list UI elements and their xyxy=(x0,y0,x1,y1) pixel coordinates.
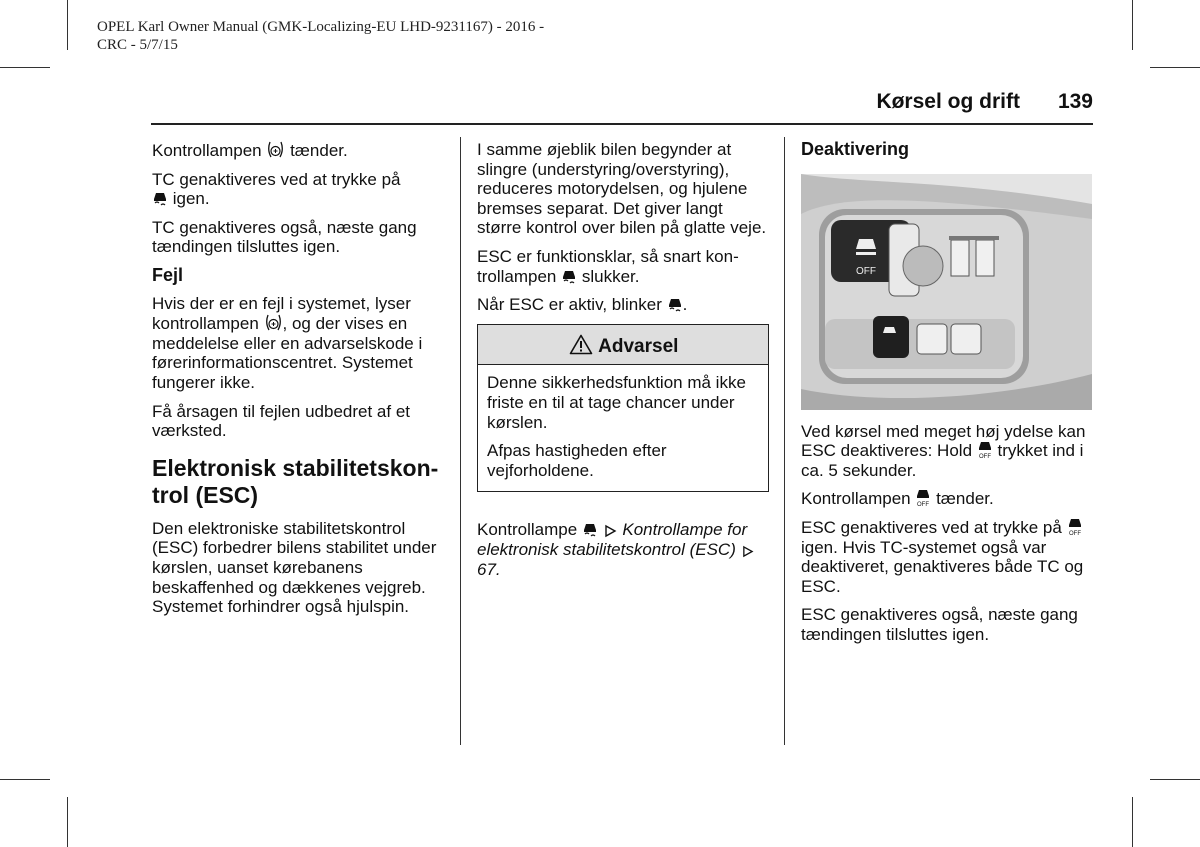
traction-control-lamp-icon xyxy=(265,313,282,332)
crop-mark xyxy=(1150,779,1200,780)
paragraph: Hvis der er en fejl i systemet, lyser kontrollampen , og der vises en meddelelse eller en advarselskode i førerinformationscentret. Systemet fungerer ikke. xyxy=(152,293,423,392)
svg-text:OFF: OFF xyxy=(978,454,991,460)
reference-arrow-icon xyxy=(604,524,617,538)
paragraph: I samme øjeblik bilen begynder at slingre (understyring/overstyring), reduceres motorydelsen, og hjulene bremses separat. Det giver langt større kontrol over bilen på glatte veje. xyxy=(477,140,767,238)
paragraph: Kontrollampen tænder. xyxy=(152,141,348,160)
paragraph: Afpas hastigheden efter vejforholdene. xyxy=(487,441,667,480)
column-divider xyxy=(460,137,461,745)
esc-lamp-icon xyxy=(153,191,167,207)
column-1 xyxy=(152,140,444,626)
paragraph: Ved kørsel med meget høj ydelse kan ESC deaktiveres: Hold OFF trykket ind i ca. 5 sekunder. xyxy=(801,421,1086,480)
section-title: Kørsel og drift xyxy=(876,90,1020,113)
warning-triangle-icon xyxy=(569,334,593,355)
paragraph: Den elektroniske stabilitetskontrol (ESC) forbedrer bilens stabilitet under kørslen, uanset kørebanens beskaffenhed og dækkenes vejgreb. Systemet forhindrer også hjulspin. xyxy=(152,518,437,617)
paragraph: ESC genaktiveres ved at trykke på OFF igen. Hvis TC-systemet også var deaktiveret, genaktiveres både TC og ESC. xyxy=(801,517,1084,596)
running-header xyxy=(876,90,1093,114)
warning-box xyxy=(477,324,769,493)
svg-text:OFF: OFF xyxy=(1068,530,1081,536)
column-2 xyxy=(477,140,769,588)
esc-off-switch-photo xyxy=(801,174,1092,410)
paragraph: Når ESC er aktiv, blinker . xyxy=(477,295,688,315)
paragraph: TC genaktiveres ved at trykke på igen. xyxy=(152,169,401,209)
paragraph: ESC genaktiveres også, næste gang tændingen tilsluttes igen. xyxy=(801,605,1078,644)
crop-mark xyxy=(67,797,68,847)
crop-mark xyxy=(1150,67,1200,68)
esc-lamp-icon xyxy=(583,522,597,538)
esc-lamp-icon xyxy=(562,269,576,285)
crop-mark xyxy=(1132,797,1133,847)
document-meta: OPEL Karl Owner Manual (GMK-Localizing-EU LHD-9231167) - 2016 - CRC - 5/7/15 xyxy=(97,19,545,53)
crop-mark xyxy=(1132,0,1133,50)
traction-control-lamp-icon xyxy=(267,140,284,159)
warning-body xyxy=(478,365,768,491)
paragraph: ESC er funktionsklar, så snart kon- trollampen slukker. xyxy=(477,246,739,286)
header-rule xyxy=(151,123,1093,125)
reference-arrow-icon xyxy=(742,545,754,558)
cross-reference[interactable]: Kontrollampe Kontrollampe for elektronisk stabilitetskontrol (ESC) 67. xyxy=(477,520,769,579)
esc-off-icon xyxy=(916,489,930,507)
column-divider xyxy=(784,137,785,745)
paragraph: Denne sikkerhedsfunktion må ikke friste en til at tage chancer under kørslen. xyxy=(487,373,746,432)
section-heading: Elektronisk stabilitetskon- trol (ESC) xyxy=(152,454,439,508)
section-heading: Deaktivering xyxy=(801,139,910,159)
column-3 xyxy=(801,140,1093,654)
warning-header xyxy=(478,325,768,366)
paragraph: Kontrollampen OFF tænder. xyxy=(801,489,994,509)
crop-mark xyxy=(67,0,68,50)
crop-mark xyxy=(0,67,50,68)
esc-lamp-icon xyxy=(668,297,682,313)
esc-off-icon xyxy=(978,441,992,459)
off-button-label: OFF xyxy=(856,265,876,277)
paragraph: Få årsagen til fejlen udbedret af et værksted. xyxy=(152,401,410,441)
section-heading: Fejl xyxy=(152,264,184,285)
crop-mark xyxy=(0,779,50,780)
paragraph: TC genaktiveres også, næste gang tændingen tilsluttes igen. xyxy=(152,217,417,257)
svg-text:OFF: OFF xyxy=(917,502,930,508)
page-number: 139 xyxy=(1057,90,1093,113)
esc-off-icon xyxy=(1068,518,1082,536)
warning-title: Advarsel xyxy=(598,335,679,357)
